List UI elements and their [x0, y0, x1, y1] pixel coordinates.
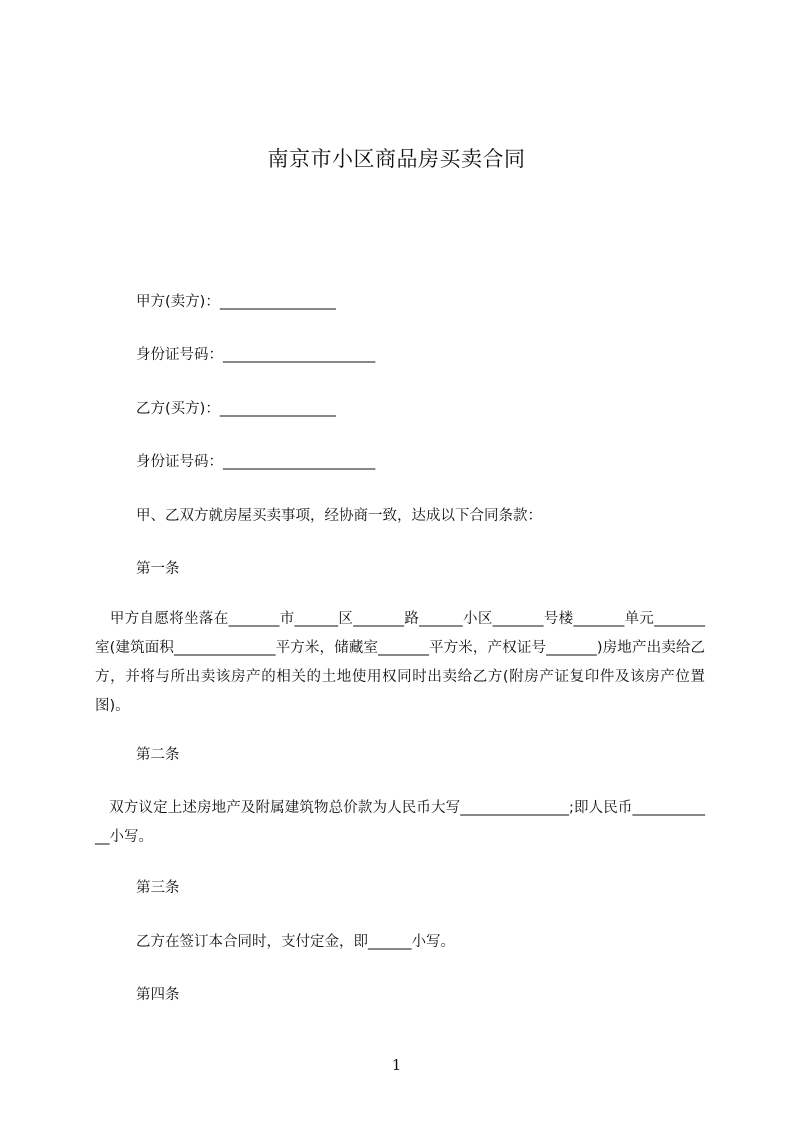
- article-2-text: 双方议定上述房地产及附属建筑物总价款为人民币大写_______________;即人民币____________小写。: [95, 800, 706, 845]
- document-title: 南京市小区商品房买卖合同: [267, 147, 526, 171]
- article-1-heading: 第一条: [136, 561, 180, 577]
- article-2-heading: 第二条: [136, 747, 180, 763]
- intro-paragraph: 甲、乙双方就房屋买卖事项，经协商一致，达成以下合同条款：: [136, 508, 542, 524]
- article-3-text: 乙方在签订本合同时，支付定金，即______小写。: [136, 934, 455, 950]
- party-a-id-line: 身份证号码：_____________________: [136, 347, 376, 363]
- party-a-line: 甲方(卖方)：________________: [136, 294, 336, 310]
- party-b-line: 乙方(买方)：________________: [136, 401, 336, 417]
- article-4-heading: 第四条: [136, 987, 180, 1003]
- article-1-text: 甲方自愿将坐落在_______市______区_______路______小区_______号楼_______单元_______室(建筑面积______________平方米，储藏室_______平方米，产权证号_______)房地产出卖给乙方，并将与所出卖该房产的相关的土地使用权同时出卖给乙方(附房产证复印件及该房产位置图)。: [95, 611, 706, 714]
- page-number: 1: [391, 1056, 402, 1074]
- article-3-heading: 第三条: [136, 880, 180, 896]
- party-b-id-line: 身份证号码：_____________________: [136, 454, 376, 470]
